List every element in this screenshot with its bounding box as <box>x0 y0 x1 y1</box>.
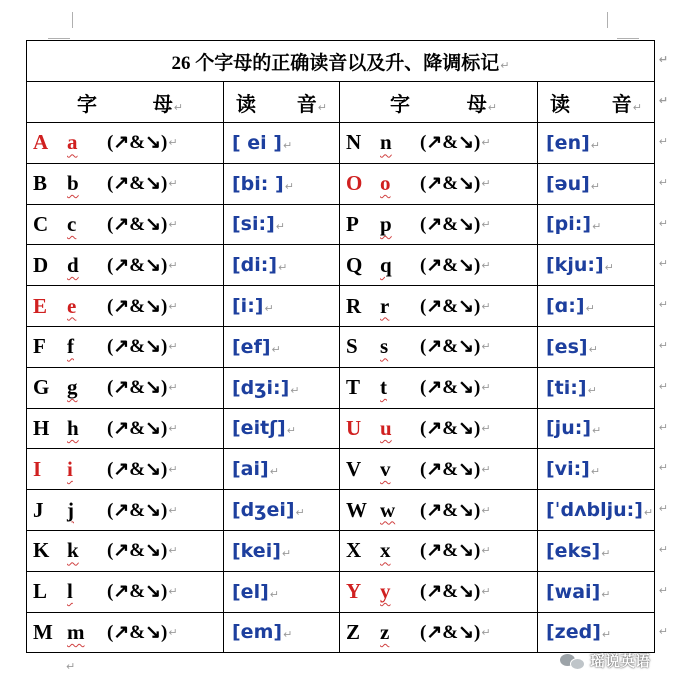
phonetic-cell <box>538 530 668 571</box>
uppercase-letter: N <box>346 130 362 155</box>
paragraph-mark: ↵ <box>168 340 178 354</box>
uppercase-letter: S <box>346 334 358 359</box>
paragraph-mark: ↵ <box>590 465 601 479</box>
paragraph-mark: ↵ <box>481 462 491 476</box>
paragraph-mark: ↵ <box>278 261 288 275</box>
table-row <box>27 204 655 245</box>
uppercase-letter: Y <box>346 579 362 604</box>
paragraph-mark: ↵ <box>658 420 668 434</box>
table-row <box>27 367 655 408</box>
phonetic-cell <box>538 286 668 327</box>
header-row <box>27 82 655 123</box>
tone-marks: (↗&↘) <box>420 499 481 521</box>
phonetic-cell <box>224 490 340 531</box>
tone-marks: (↗&↘) <box>107 581 168 603</box>
phonetic-text: [en] <box>546 131 590 154</box>
paragraph-mark: ↵ <box>286 424 296 438</box>
lowercase-letter: e <box>67 293 77 318</box>
paragraph-mark: ↵ <box>592 424 602 438</box>
phonetic-text: [wai] <box>546 580 601 603</box>
lowercase-letter: i <box>67 456 73 481</box>
paragraph-mark: ↵ <box>168 625 178 639</box>
uppercase-letter: L <box>33 579 48 604</box>
phonetic-text: [eitʃ] <box>232 417 286 440</box>
table-row <box>27 123 655 164</box>
uppercase-letter: D <box>33 252 49 277</box>
table-row <box>27 612 655 653</box>
table-row <box>27 571 655 612</box>
tone-marks: (↗&↘) <box>420 621 481 643</box>
tone-marks: (↗&↘) <box>107 377 168 399</box>
uppercase-letter: F <box>33 334 46 359</box>
paragraph-mark: ↵ <box>168 299 178 313</box>
phonetic-cell <box>538 245 668 286</box>
tone-marks: (↗&↘) <box>420 458 481 480</box>
paragraph-mark: ↵ <box>168 585 178 599</box>
tone-marks: (↗&↘) <box>107 336 168 358</box>
tone-marks: (↗&↘) <box>107 540 168 562</box>
tone-marks: (↗&↘) <box>107 213 168 235</box>
phonetic-cell <box>224 612 340 653</box>
paragraph-mark: ↵ <box>481 299 491 313</box>
letter-cell <box>340 204 538 245</box>
header-letters-2: 字 母↵ <box>340 82 538 123</box>
paragraph-mark: ↵ <box>168 462 178 476</box>
phonetic-cell <box>538 163 668 204</box>
letter-cell <box>27 408 224 449</box>
uppercase-letter: K <box>33 538 50 563</box>
table-row <box>27 530 655 571</box>
phonetic-cell <box>224 326 340 367</box>
lowercase-letter: l <box>67 579 73 604</box>
phonetic-cell <box>538 123 668 164</box>
tone-marks: (↗&↘) <box>420 254 481 276</box>
paragraph-mark: ↵ <box>283 628 293 642</box>
uppercase-letter: P <box>346 211 359 236</box>
paragraph-mark: ↵ <box>592 220 602 234</box>
lowercase-letter: u <box>380 415 392 440</box>
paragraph-mark: ↵ <box>481 625 491 639</box>
letter-cell <box>340 490 538 531</box>
phonetic-cell <box>224 449 340 490</box>
phonetic-text: [əu] <box>546 172 590 195</box>
paragraph-mark: ↵ <box>590 179 600 193</box>
paragraph-mark: ↵ <box>658 461 668 475</box>
letter-cell <box>27 530 224 571</box>
letter-cell <box>340 408 538 449</box>
paragraph-mark: ↵ <box>590 138 600 152</box>
table-row <box>27 286 655 327</box>
letter-cell <box>340 449 538 490</box>
phonetic-text: [pi:] <box>546 213 592 236</box>
paragraph-mark: ↵ <box>658 583 668 597</box>
paragraph-mark: ↵ <box>658 216 668 230</box>
paragraph-mark: ↵ <box>168 421 178 435</box>
letter-cell <box>340 612 538 653</box>
paragraph-mark: ↵ <box>66 660 76 673</box>
letter-cell <box>340 530 538 571</box>
uppercase-letter: J <box>33 497 44 522</box>
paragraph-mark: ↵ <box>658 53 668 66</box>
title-row <box>27 41 655 82</box>
paragraph-mark: ↵ <box>281 546 292 560</box>
phonetic-cell <box>224 367 340 408</box>
crop-mark-top-left <box>72 12 73 28</box>
paragraph-mark: ↵ <box>481 381 491 395</box>
lowercase-letter: z <box>380 619 390 644</box>
phonetic-text: [dʒi:] <box>232 376 290 399</box>
phonetic-text: [ju:] <box>546 417 592 440</box>
tone-marks: (↗&↘) <box>420 417 481 439</box>
watermark <box>560 650 650 671</box>
table-row <box>27 490 655 531</box>
phonetic-cell <box>538 367 668 408</box>
paragraph-mark: ↵ <box>481 136 491 150</box>
phonetic-cell <box>224 204 340 245</box>
crop-mark-left-horizontal <box>48 38 70 39</box>
paragraph-mark: ↵ <box>481 544 491 558</box>
paragraph-mark: ↵ <box>601 546 611 560</box>
paragraph-mark: ↵ <box>604 261 614 275</box>
page-title: 26 个字母的正确读音以及升、降调标记 <box>171 52 500 74</box>
phonetic-text: [ti:] <box>546 376 587 399</box>
paragraph-mark: ↵ <box>271 342 281 356</box>
lowercase-letter: o <box>380 171 391 196</box>
uppercase-letter: Q <box>346 252 363 277</box>
phonetic-text: [di:] <box>232 254 278 277</box>
phonetic-text: [bi: ] <box>232 172 284 195</box>
paragraph-mark: ↵ <box>588 342 598 356</box>
tone-marks: (↗&↘) <box>420 295 481 317</box>
header-phonetic-1: 读 音↵ <box>224 82 340 123</box>
lowercase-letter: c <box>67 211 77 236</box>
phonetic-cell <box>538 326 668 367</box>
lowercase-letter: h <box>67 415 79 440</box>
tone-marks: (↗&↘) <box>107 458 168 480</box>
tone-marks: (↗&↘) <box>107 173 168 195</box>
tone-marks: (↗&↘) <box>420 336 481 358</box>
letter-cell <box>340 245 538 286</box>
paragraph-mark: ↵ <box>283 138 293 152</box>
paragraph-mark: ↵ <box>481 421 491 435</box>
phonetic-text: [zed] <box>546 621 601 644</box>
tone-marks: (↗&↘) <box>420 213 481 235</box>
uppercase-letter: G <box>33 375 50 400</box>
lowercase-letter: j <box>67 497 74 522</box>
letter-cell <box>27 204 224 245</box>
letter-cell <box>27 449 224 490</box>
crop-mark-top-right <box>607 12 608 28</box>
phonetic-cell <box>224 163 340 204</box>
lowercase-letter: q <box>380 252 392 277</box>
lowercase-letter: p <box>380 211 392 236</box>
paragraph-mark: ↵ <box>269 465 279 479</box>
phonetic-text: [el] <box>232 580 269 603</box>
paragraph-mark: ↵ <box>168 136 178 150</box>
phonetic-text: [kju:] <box>546 254 604 277</box>
uppercase-letter: M <box>33 619 53 644</box>
phonetic-cell <box>538 204 668 245</box>
phonetic-cell <box>224 123 340 164</box>
phonetic-text: [dʒei] <box>232 499 295 522</box>
phonetic-cell <box>538 490 668 531</box>
header-phonetic-2: 读 音↵ ↵ <box>538 82 655 123</box>
paragraph-mark: ↵ <box>658 338 668 352</box>
header-letters-1: 字 母↵ <box>27 82 224 123</box>
lowercase-letter: b <box>67 171 79 196</box>
uppercase-letter: W <box>346 497 367 522</box>
letter-cell <box>340 367 538 408</box>
phonetic-cell <box>538 571 668 612</box>
letter-cell <box>27 326 224 367</box>
paragraph-mark: ↵ <box>658 175 668 189</box>
paragraph-mark: ↵ <box>168 258 178 272</box>
letter-cell <box>27 163 224 204</box>
letter-cell <box>27 367 224 408</box>
lowercase-letter: m <box>67 619 85 644</box>
paragraph-mark: ↵ <box>601 587 611 601</box>
lowercase-letter: v <box>380 456 391 481</box>
tone-marks: (↗&↘) <box>420 581 481 603</box>
phonetic-text: [ef] <box>232 335 271 358</box>
phonetic-cell <box>538 449 668 490</box>
uppercase-letter: B <box>33 171 48 196</box>
paragraph-mark: ↵ <box>481 503 491 517</box>
lowercase-letter: t <box>380 375 387 400</box>
paragraph-mark: ↵ <box>168 503 178 517</box>
paragraph-mark: ↵ <box>481 258 491 272</box>
lowercase-letter: k <box>67 538 79 563</box>
phonetic-text: [si:] <box>232 213 275 236</box>
phonetic-text: [kei] <box>232 539 281 562</box>
letter-cell <box>340 571 538 612</box>
paragraph-mark: ↵ <box>481 340 491 354</box>
phonetic-cell <box>224 571 340 612</box>
paragraph-mark: ↵ <box>601 628 612 642</box>
table-row <box>27 245 655 286</box>
tone-marks: (↗&↘) <box>107 499 168 521</box>
paragraph-mark: ↵ <box>585 302 595 316</box>
lowercase-letter: n <box>380 130 392 155</box>
lowercase-letter: w <box>380 497 396 522</box>
letter-cell <box>340 326 538 367</box>
phonetic-cell <box>224 408 340 449</box>
tone-marks: (↗&↘) <box>420 132 481 154</box>
phonetic-cell <box>538 612 668 653</box>
alphabet-table <box>26 40 668 653</box>
table-row <box>27 449 655 490</box>
phonetic-text: [ai] <box>232 458 269 481</box>
crop-mark-right-horizontal <box>617 38 639 39</box>
lowercase-letter: d <box>67 252 79 277</box>
wechat-icon <box>560 652 586 670</box>
paragraph-mark: ↵ <box>269 587 279 601</box>
phonetic-text: [ˈdʌblju:] <box>546 499 643 522</box>
uppercase-letter: V <box>346 456 362 481</box>
phonetic-text: [ɑ:] <box>546 295 585 318</box>
table-row <box>27 163 655 204</box>
lowercase-letter: y <box>380 579 391 604</box>
uppercase-letter: R <box>346 293 362 318</box>
paragraph-mark: ↵ <box>500 58 510 72</box>
phonetic-cell <box>538 408 668 449</box>
uppercase-letter: O <box>346 171 363 196</box>
watermark-text: 瑶说英语 <box>590 652 651 670</box>
uppercase-letter: T <box>346 375 361 400</box>
lowercase-letter: r <box>380 293 390 318</box>
letter-cell <box>27 571 224 612</box>
letter-cell <box>340 163 538 204</box>
paragraph-mark: ↵ <box>481 217 491 231</box>
paragraph-mark: ↵ <box>658 624 668 638</box>
paragraph-mark: ↵ <box>295 506 305 520</box>
tone-marks: (↗&↘) <box>107 132 168 154</box>
paragraph-mark: ↵ <box>658 298 668 312</box>
paragraph-mark: ↵ <box>481 585 491 599</box>
phonetic-text: [em] <box>232 621 283 644</box>
table-row <box>27 326 655 367</box>
lowercase-letter: s <box>380 334 389 359</box>
letter-cell <box>27 490 224 531</box>
tone-marks: (↗&↘) <box>107 295 168 317</box>
uppercase-letter: H <box>33 415 50 440</box>
paragraph-mark: ↵ <box>587 383 597 397</box>
tone-marks: (↗&↘) <box>107 417 168 439</box>
phonetic-cell <box>224 286 340 327</box>
phonetic-text: [ ei ] <box>232 131 282 154</box>
uppercase-letter: Z <box>346 619 361 644</box>
phonetic-cell <box>224 530 340 571</box>
letter-cell <box>340 123 538 164</box>
tone-marks: (↗&↘) <box>107 254 168 276</box>
paragraph-mark: ↵ <box>168 544 178 558</box>
paragraph-mark: ↵ <box>658 135 668 148</box>
phonetic-text: [es] <box>546 335 588 358</box>
paragraph-mark: ↵ <box>284 179 294 193</box>
uppercase-letter: X <box>346 538 362 563</box>
paragraph-mark: ↵ <box>168 177 178 191</box>
uppercase-letter: A <box>33 130 49 155</box>
phonetic-text: [eks] <box>546 539 601 562</box>
phonetic-text: [i:] <box>232 295 264 318</box>
letter-cell <box>27 245 224 286</box>
paragraph-mark: ↵ <box>481 177 491 191</box>
phonetic-text: [vi:] <box>546 458 590 481</box>
paragraph-mark: ↵ <box>643 506 654 520</box>
lowercase-letter: f <box>67 334 74 359</box>
tone-marks: (↗&↘) <box>420 540 481 562</box>
paragraph-mark: ↵ <box>658 379 668 393</box>
paragraph-mark: ↵ <box>658 542 668 556</box>
paragraph-mark: ↵ <box>168 217 178 231</box>
phonetic-cell <box>224 245 340 286</box>
letter-cell <box>340 286 538 327</box>
paragraph-mark: ↵ <box>290 383 300 397</box>
lowercase-letter: x <box>380 538 391 563</box>
table-title-cell <box>27 41 668 82</box>
tone-marks: (↗&↘) <box>420 173 481 195</box>
paragraph-mark: ↵ <box>275 220 286 234</box>
paragraph-mark: ↵ <box>168 381 178 395</box>
uppercase-letter: C <box>33 211 49 236</box>
uppercase-letter: E <box>33 293 48 318</box>
letter-cell <box>27 286 224 327</box>
paragraph-mark: ↵ <box>658 502 668 516</box>
lowercase-letter: g <box>67 375 78 400</box>
uppercase-letter: I <box>33 456 42 481</box>
table-row <box>27 408 655 449</box>
paragraph-mark: ↵ <box>264 302 274 316</box>
letter-cell <box>27 123 224 164</box>
uppercase-letter: U <box>346 415 362 440</box>
paragraph-mark: ↵ <box>658 257 668 271</box>
lowercase-letter: a <box>67 130 78 155</box>
tone-marks: (↗&↘) <box>107 621 168 643</box>
letter-cell <box>27 612 224 653</box>
tone-marks: (↗&↘) <box>420 377 481 399</box>
